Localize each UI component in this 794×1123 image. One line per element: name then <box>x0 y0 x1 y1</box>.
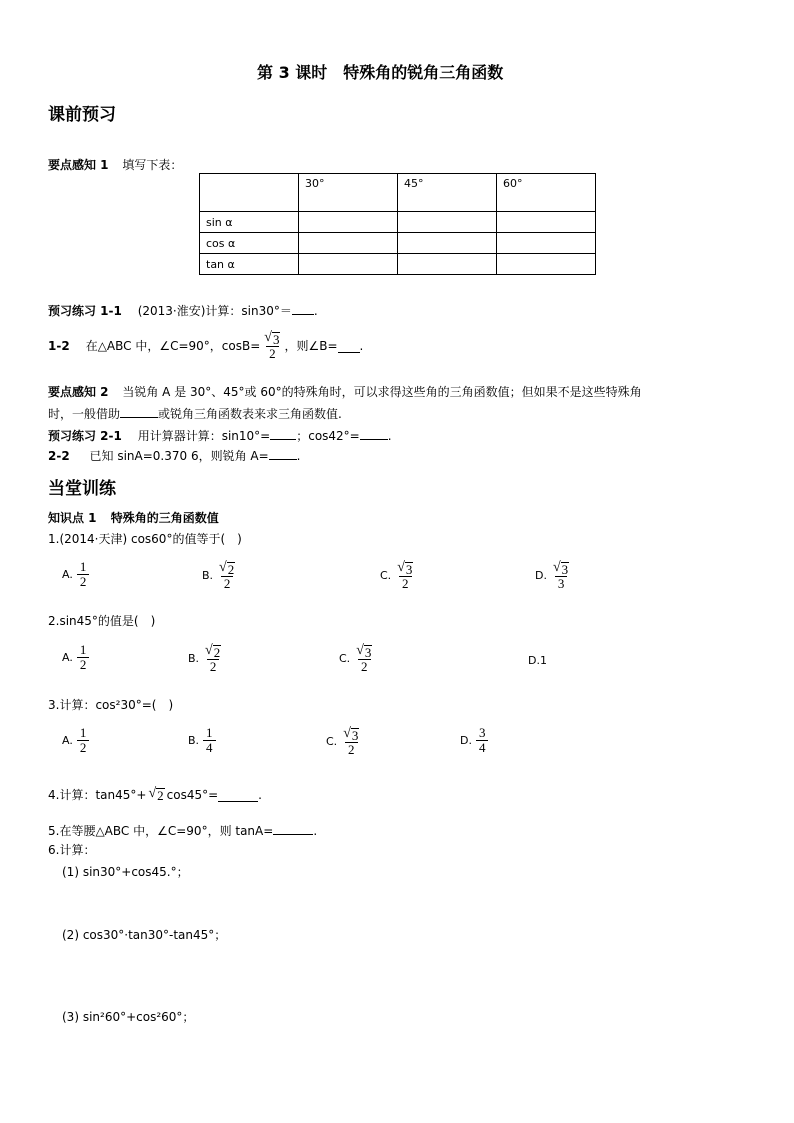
option-label: B. <box>202 569 214 582</box>
answer-blank[interactable] <box>338 339 360 353</box>
key-point-2-text-a: 时，一般借助 <box>48 407 121 421</box>
answer-blank[interactable] <box>360 426 388 440</box>
q1-option-d[interactable]: D. √ 3 3 <box>535 560 569 591</box>
practice-2-2-label: 2-2 <box>48 449 70 463</box>
practice-2-1-label: 预习练习 2-1 <box>48 429 122 443</box>
practice-1-2-text-post: ，则∠B= <box>284 339 338 353</box>
key-point-1-text: 填写下表： <box>122 158 183 172</box>
practice-1-2-text: 在△ABC 中，∠C=90°，cosB= <box>85 339 261 353</box>
radicand: 3 <box>561 562 569 577</box>
key-point-2-line1 <box>48 383 642 400</box>
fraction-sqrt3-over-2: √ 3 2 <box>264 330 280 361</box>
option-label: C. <box>339 652 351 665</box>
practice-1-1-label: 预习练习 1-1 <box>48 304 122 318</box>
option-label: D. <box>535 569 547 582</box>
numerator: 1 <box>79 725 87 740</box>
section-heading-practice: 当堂训练 <box>48 479 116 499</box>
q2-option-b[interactable]: B. √ 2 2 <box>188 643 221 674</box>
option-label: A. <box>62 651 73 664</box>
question-4-text: 4.计算：tan45°+ <box>48 788 147 802</box>
period: . <box>359 338 364 353</box>
key-point-1 <box>48 156 182 173</box>
practice-1-1-text: (2013·淮安)计算：sin30°＝ <box>137 304 292 318</box>
answer-cell[interactable] <box>398 233 497 254</box>
question-3: 3.计算：cos²30°=( ) <box>48 698 174 712</box>
numerator: 3 <box>478 725 486 740</box>
question-6-part-2: (2) cos30°·tan30°-tan45°； <box>62 928 227 942</box>
practice-1-1 <box>48 301 318 319</box>
q1-option-c[interactable]: C. √ 3 2 <box>380 560 413 591</box>
denominator: 2 <box>77 657 90 672</box>
table-row <box>200 233 596 254</box>
denominator: 2 <box>207 659 220 674</box>
q2-option-c[interactable]: C. √ 3 2 <box>339 643 372 674</box>
answer-cell[interactable] <box>299 233 398 254</box>
trig-values-table <box>199 173 596 275</box>
q3-option-d[interactable] <box>460 726 490 755</box>
table-header-cell: 30° <box>299 174 398 212</box>
radicand: 2 <box>157 788 164 803</box>
option-label: B. <box>188 652 200 665</box>
table-row <box>200 254 596 275</box>
table-row <box>200 212 596 233</box>
key-point-1-label: 要点感知 1 <box>48 158 109 172</box>
denominator: 2 <box>77 740 90 755</box>
period: . <box>313 304 318 318</box>
radicand: 2 <box>213 645 221 660</box>
knowledge-point-1-text: 特殊角的三角函数值 <box>110 511 219 525</box>
page-title: 第 3 课时 特殊角的锐角三角函数 <box>257 63 504 82</box>
denominator: 4 <box>203 740 216 755</box>
q2-option-a[interactable] <box>62 643 91 672</box>
period: . <box>258 787 262 802</box>
question-6-part-1: (1) sin30°+cos45.°； <box>62 865 189 879</box>
numerator: 1 <box>79 642 87 657</box>
answer-blank[interactable] <box>218 788 258 802</box>
answer-blank[interactable] <box>273 821 313 835</box>
practice-1-2 <box>48 330 363 361</box>
question-6: 6.计算： <box>48 843 96 857</box>
section-heading-preview: 课前预习 <box>48 105 116 125</box>
q1-option-a[interactable] <box>62 560 91 589</box>
q3-option-c[interactable]: C. √ 3 2 <box>326 726 359 757</box>
q3-option-b[interactable] <box>188 726 218 755</box>
option-label: B. <box>188 734 200 747</box>
answer-cell[interactable] <box>398 212 497 233</box>
row-label-cos: cos α <box>200 233 299 254</box>
answer-cell[interactable] <box>398 254 497 275</box>
question-2: 2.sin45°的值是( ) <box>48 614 156 628</box>
question-1: 1.(2014·天津) cos60°的值等于( ) <box>48 532 242 546</box>
answer-blank[interactable] <box>269 446 297 460</box>
practice-1-2-label: 1-2 <box>48 338 70 353</box>
key-point-2-text: 当锐角 A 是 30°、45°或 60°的特殊角时，可以求得这些角的三角函数值；但如果不是这些特殊角 <box>122 385 642 399</box>
q1-option-b[interactable]: B. √ 2 2 <box>202 560 235 591</box>
denominator: 3 <box>555 576 568 591</box>
key-point-2-line2 <box>48 404 342 422</box>
answer-cell[interactable] <box>497 233 596 254</box>
denominator: 2 <box>345 742 358 757</box>
question-5 <box>48 821 317 839</box>
practice-2-1-mid: ；cos42°= <box>296 429 360 443</box>
answer-cell[interactable] <box>497 254 596 275</box>
denominator: 2 <box>221 576 234 591</box>
denominator: 2 <box>266 346 279 361</box>
table-header-cell: 45° <box>398 174 497 212</box>
option-label: A. <box>62 568 73 581</box>
answer-blank[interactable] <box>292 301 314 315</box>
row-label-sin: sin α <box>200 212 299 233</box>
option-label: A. <box>62 734 73 747</box>
row-label-tan: tan α <box>200 254 299 275</box>
table-header-cell: 60° <box>497 174 596 212</box>
answer-cell[interactable] <box>299 254 398 275</box>
q2-option-d[interactable] <box>528 654 549 667</box>
practice-2-2 <box>48 446 301 464</box>
radicand: 3 <box>405 562 413 577</box>
question-6-part-3: (3) sin²60°+cos²60°； <box>62 1010 195 1024</box>
option-label: C. <box>326 735 338 748</box>
denominator: 2 <box>358 659 371 674</box>
practice-2-1 <box>48 426 392 444</box>
period: . <box>296 449 301 463</box>
numerator: 1 <box>206 725 213 740</box>
question-5-text: 5.在等腰△ABC 中，∠C=90°，则 tanA= <box>48 824 274 838</box>
period: . <box>313 824 318 838</box>
period: . <box>387 429 392 443</box>
key-point-2-label: 要点感知 2 <box>48 385 109 399</box>
question-4: 4.计算：tan45°+ √ 2 cos45°= . <box>48 786 262 803</box>
answer-cell[interactable] <box>299 212 398 233</box>
radicand: 2 <box>227 562 235 577</box>
answer-blank[interactable] <box>270 426 296 440</box>
option-label: C. <box>380 569 392 582</box>
radicand: 3 <box>351 728 359 743</box>
option-label: D. <box>460 734 472 747</box>
denominator: 4 <box>476 740 489 755</box>
question-4-text-post: cos45°= <box>166 787 219 802</box>
answer-cell[interactable] <box>497 212 596 233</box>
table-header-cell <box>200 174 299 212</box>
table-header-row <box>200 174 596 212</box>
knowledge-point-1 <box>48 509 219 526</box>
radicand: 3 <box>364 645 372 660</box>
practice-2-2-text: 已知 sinA=0.370 6，则锐角 A= <box>89 449 269 463</box>
denominator: 2 <box>77 574 90 589</box>
radicand: 3 <box>272 332 280 347</box>
knowledge-point-1-label: 知识点 1 <box>48 511 97 525</box>
denominator: 2 <box>399 576 412 591</box>
option-label: D.1 <box>528 654 547 667</box>
practice-2-1-text: 用计算器计算：sin10°= <box>137 429 271 443</box>
key-point-2-text-b: 或锐角三角函数表来求三角函数值. <box>158 407 342 421</box>
q3-option-a[interactable] <box>62 726 91 755</box>
answer-blank[interactable] <box>120 404 158 418</box>
numerator: 1 <box>79 559 87 574</box>
